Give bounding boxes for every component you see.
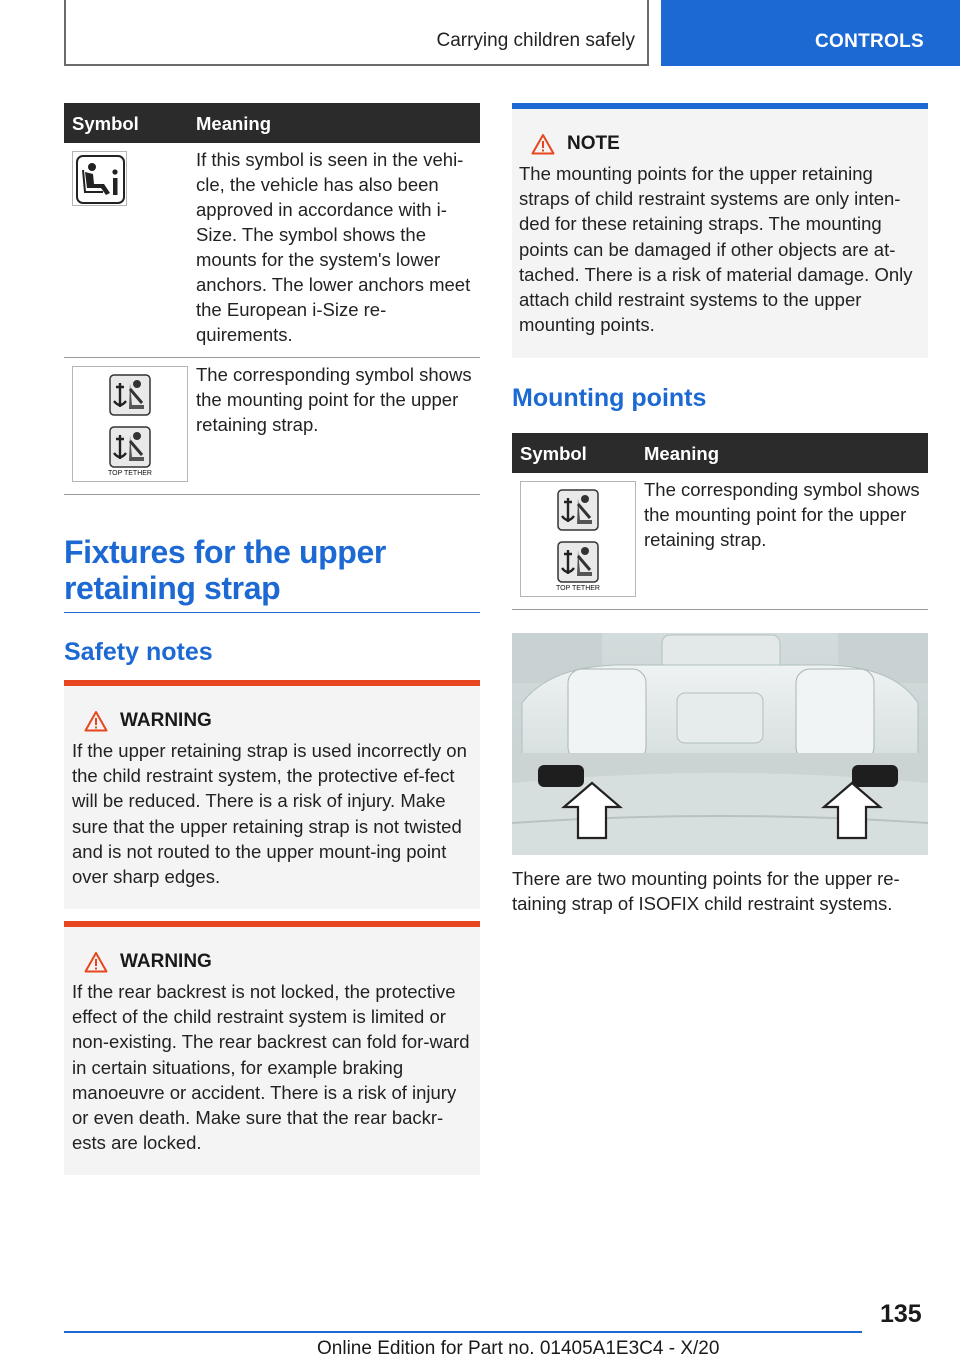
page-number: 135 <box>880 1300 922 1328</box>
note-title <box>531 133 920 155</box>
header-chapter-label: CONTROLS <box>815 31 925 52</box>
top-tether-caption: TOP TETHER <box>108 470 152 477</box>
warning-text: If the rear backrest is not locked, the protective effect of the child restraint system is limited or non-existing. The rear backrest can fold for-ward in certain situations, for example braking manoeuvre or accident. There is a risk of injury or even death. Make sure that the rear backr-ests are locked. <box>72 981 470 1154</box>
top-tether-icon <box>520 481 636 597</box>
note-text: The mounting points for the upper retaining straps of child restraint systems are only inten-ded for these retaining straps. The mounting points can be damaged if other objects are at-tached. There is a risk of material damage. Only attach child restraint systems to the upper mounting points. <box>519 163 913 336</box>
table-header-meaning: Meaning <box>188 103 480 143</box>
warning-triangle-icon <box>84 710 108 732</box>
table-cell-symbol <box>64 143 188 358</box>
isize-child-seat-icon <box>72 151 127 206</box>
symbol-table-isize <box>64 103 480 495</box>
mounting-points-illustration <box>512 633 928 855</box>
table-header-symbol: Symbol <box>64 103 188 143</box>
header-section-title: Carrying children safely <box>436 30 635 51</box>
warning-label: WARNING <box>120 951 212 972</box>
section-title-fixtures: Fixtures for the upper retaining strap <box>64 534 480 613</box>
mounting-points-description: There are two mounting points for the upper re-taining strap of ISOFIX child restraint systems. <box>512 868 900 914</box>
warning-title <box>84 951 472 973</box>
subsection-title-safety-notes: Safety notes <box>64 638 213 666</box>
warning-box-backrest <box>64 921 480 1175</box>
warning-box-strap <box>64 680 480 909</box>
note-box-mounting <box>512 103 928 358</box>
table-header-row <box>64 103 480 143</box>
table-header-row <box>512 433 928 473</box>
warning-triangle-icon <box>84 951 108 973</box>
top-tether-icon <box>72 366 188 482</box>
note-label: NOTE <box>567 133 620 154</box>
footer-divider <box>64 1331 862 1333</box>
warning-text: If the upper retaining strap is used incorrectly on the child restraint system, the protective ef-fect will be reduced. There is a risk of injury. Make sure that the upper retaining strap is not twisted and is not routed to the upper mount-ing point over sharp edges. <box>72 740 467 888</box>
symbol-table-mounting <box>512 433 928 610</box>
table-cell-meaning: The corresponding symbol shows the mounting point for the upper retaining strap. <box>636 473 928 610</box>
table-cell-meaning: The corresponding symbol shows the mounting point for the upper retaining strap. <box>188 358 480 495</box>
warning-label: WARNING <box>120 710 212 731</box>
table-row <box>64 358 480 495</box>
table-header-meaning: Meaning <box>636 433 928 473</box>
table-cell-meaning: If this symbol is seen in the vehi-cle, the vehicle has also been approved in accordance with i-Size. The symbol shows the mounts for the system's lower anchors. The lower anchors meet the European i-Size re-quirements. <box>188 143 480 358</box>
table-row <box>64 143 480 358</box>
section-title-mounting-points: Mounting points <box>512 384 707 412</box>
warning-triangle-icon <box>531 133 555 155</box>
table-row <box>512 473 928 610</box>
table-cell-symbol <box>64 358 188 495</box>
header-section-box <box>64 0 649 66</box>
warning-title <box>84 710 472 732</box>
table-cell-symbol <box>512 473 636 610</box>
table-header-symbol: Symbol <box>512 433 636 473</box>
header-chapter-tab[interactable] <box>661 0 960 66</box>
footer-edition: Online Edition for Part no. 01405A1E3C4 - X/20 <box>317 1338 720 1359</box>
top-tether-caption: TOP TETHER <box>556 585 600 592</box>
